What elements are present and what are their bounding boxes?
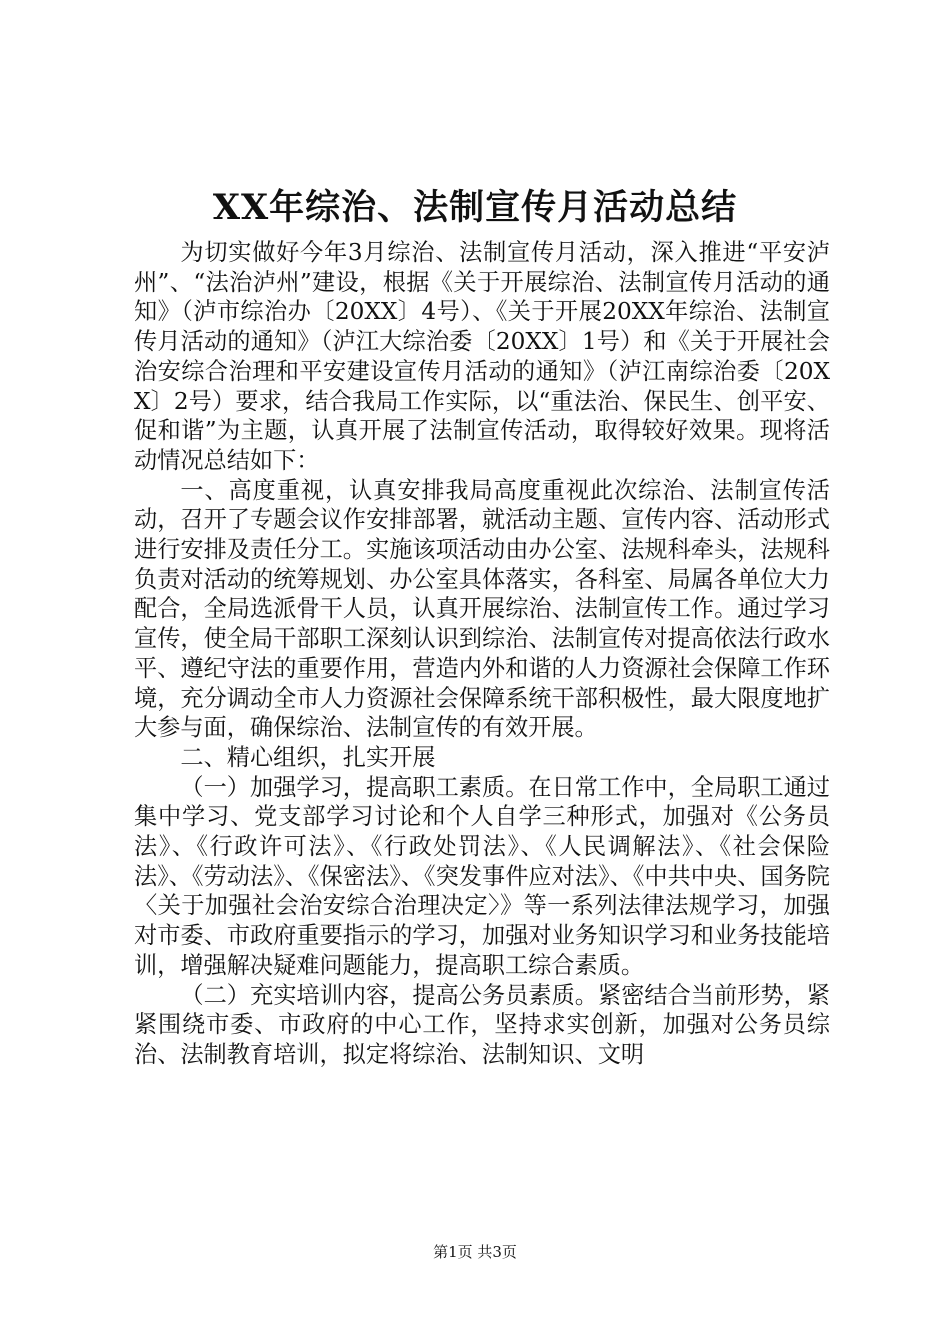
intro-paragraph: 为切实做好今年3月综治、法制宣传月活动，深入推进“平安泸州”、“法治泸州”建设，根据《关于开展综治、法制宣传月活动的通知》（泸市综治办〔20XX〕4号）、《关于开展20XX年综治、法制宣传月活动的通知》（泸江大综治委〔20XX〕1号）和《关于开展社会治安综合治理和平安建设宣传月活动的通知》（泸江南综治委〔20XX〕2号）要求，结合我局工作实际，以“重法治、保民生、创平安、促和谐”为主题，认真开展了法制宣传活动，取得较好效果。现将活动情况总结如下：	[134, 239, 830, 474]
page-footer: 第1页 共3页	[433, 1243, 517, 1261]
section-two-heading: 二、精心组织，扎实开展	[180, 743, 436, 771]
document-title: XX年综治、法制宣传月活动总结	[212, 187, 738, 228]
subsection-two-paragraph: （二）充实培训内容，提高公务员素质。紧密结合当前形势，紧紧围绕市委、市政府的中心工作，坚持求实创新，加强对公务员综治、法制教育培训，拟定将综治、法制知识、文明	[134, 981, 830, 1068]
document-body	[134, 238, 830, 1070]
section-one-paragraph: 一、高度重视，认真安排我局高度重视此次综治、法制宣传活动，召开了专题会议作安排部署，就活动主题、宣传内容、活动形式进行安排及责任分工。实施该项活动由办公室、法规科牵头，法规科负责对活动的统筹规划、办公室具体落实，各科室、局属各单位大力配合，全局选派骨干人员，认真开展综治、法制宣传工作。通过学习宣传，使全局干部职工深刻认识到综治、法制宣传对提高依法行政水平、遵纪守法的重要作用，营造内外和谐的人力资源社会保障工作环境，充分调动全市人力资源社会保障系统干部积极性，最大限度地扩大参与面，确保综治、法制宣传的有效开展。	[134, 476, 830, 742]
subsection-one-paragraph: （一）加强学习，提高职工素质。在日常工作中，全局职工通过集中学习、党支部学习讨论和个人自学三种形式，加强对《公务员法》、《行政许可法》、《行政处罚法》、《人民调解法》、《社会保险法》、《劳动法》、《保密法》、《突发事件应对法》、《中共中央、国务院〈关于加强社会治安综合治理决定〉》等一系列法律法规学习，加强对市委、市政府重要指示的学习，加强对业务知识学习和业务技能培训，增强解决疑难问题能力，提高职工综合素质。	[134, 773, 830, 979]
